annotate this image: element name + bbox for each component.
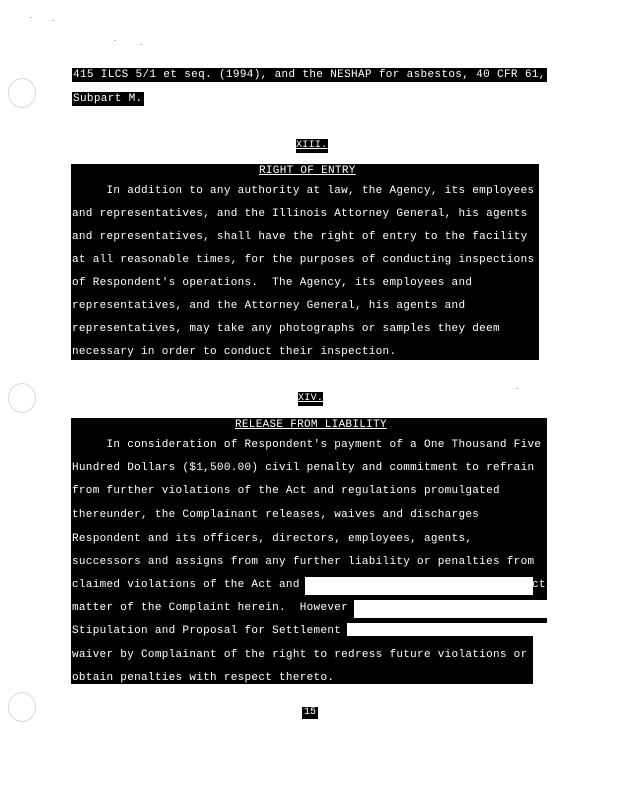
section-title-release-from-liability: RELEASE FROM LIABILITY [235,419,387,431]
citation-line: 415 ILCS 5/1 et seq. (1994), and the NESHAP for asbestos, 40 CFR 61, [73,69,546,81]
paragraph-line: of Respondent's operations. The Agency, its employees and [72,277,473,289]
scan-speck [516,388,518,389]
paragraph-line: waiver by Complainant of the right to redress future violations or [72,649,528,661]
scan-speck [140,44,142,45]
scan-dropout [347,623,547,636]
paragraph-line: Hundred Dollars ($1,500.00) civil penalty and commitment to refrain [72,462,535,474]
punch-hole-middle [8,383,36,413]
punch-hole-bottom [8,692,36,722]
paragraph-line: representatives, may take any photographs or samples they deem [72,323,500,335]
paragraph-line: and representatives, shall have the right of entry to the facility [72,231,528,243]
paragraph-line: successors and assigns from any further liability or penalties from [72,556,535,568]
punch-hole-top [8,78,36,108]
section-title-right-of-entry: RIGHT OF ENTRY [259,165,356,177]
paragraph-line: In addition to any authority at law, the Agency, its employees [72,185,535,197]
paragraph-line: Respondent and its officers, directors, employees, agents, [72,533,473,545]
scan-speck [52,20,54,21]
scan-dropout [354,600,547,618]
paragraph-line: necessary in order to conduct their inspection. [72,346,397,358]
paragraph-line: Stipulation and Proposal for Settlement [72,625,342,637]
paragraph-line: matter of the Complaint herein. However [72,602,349,614]
page-number: 15 [304,707,317,718]
section-number-xiii: XIII. [296,140,328,151]
scan-speck [30,17,32,18]
paragraph-line: from further violations of the Act and regulations promulgated [72,485,500,497]
section-number-xiv: XIV. [298,393,324,404]
subpart-line: Subpart M. [73,93,143,105]
paragraph-line: obtain penalties with respect thereto. [72,672,335,684]
paragraph-line: at all reasonable times, for the purposes of conducting inspections [72,254,535,266]
scan-dropout [305,577,533,595]
paragraph-fragment: ct [532,579,546,591]
paragraph-line: claimed violations of the Act and [72,579,300,591]
paragraph-line: thereunder, the Complainant releases, waives and discharges [72,509,480,521]
paragraph-line: and representatives, and the Illinois Attorney General, his agents [72,208,528,220]
paragraph-line: In consideration of Respondent's payment of a One Thousand Five [72,439,542,451]
scan-speck [114,40,116,41]
paragraph-line: representatives, and the Attorney General, his agents and [72,300,466,312]
